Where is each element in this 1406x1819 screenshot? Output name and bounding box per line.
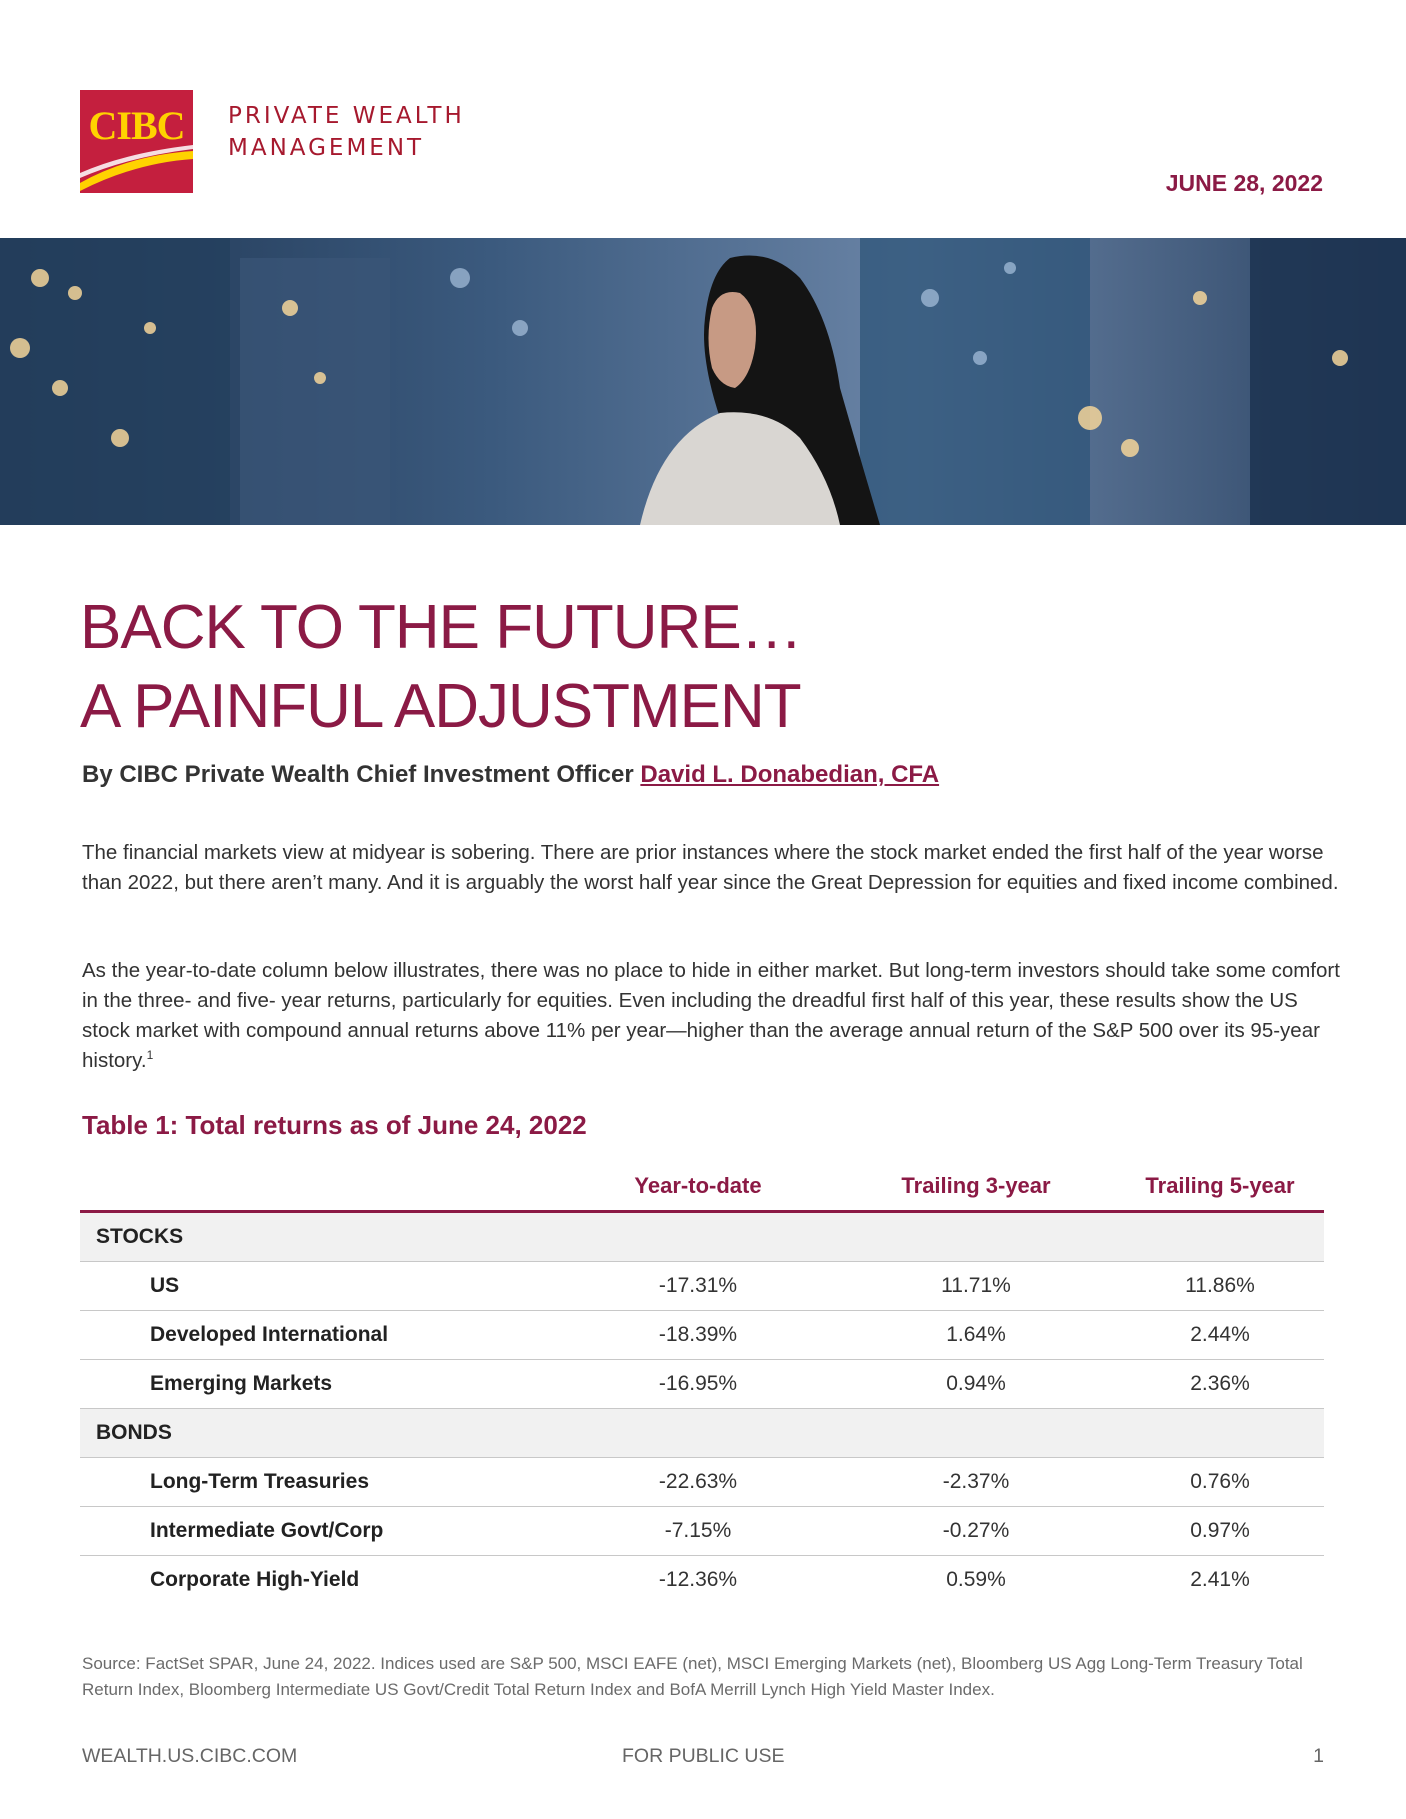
5yr-value: 2.36%	[1116, 1360, 1324, 1409]
article-title	[80, 588, 802, 746]
table-row	[80, 1507, 1324, 1556]
row-label: US	[80, 1262, 560, 1311]
3yr-value: -2.37%	[836, 1458, 1116, 1507]
footnote-marker: 1	[146, 1048, 154, 1063]
3yr-value: 0.59%	[946, 1568, 1006, 1591]
section-label: STOCKS	[80, 1212, 1324, 1262]
5yr-value: 0.76%	[1116, 1458, 1324, 1507]
table-header-row	[80, 1162, 1324, 1212]
hero-image	[0, 238, 1406, 525]
ytd-value: -16.95%	[560, 1360, 836, 1409]
paragraph-2	[82, 956, 1342, 1076]
cibc-logo	[80, 90, 193, 193]
byline	[82, 761, 939, 789]
returns-table	[80, 1162, 1324, 1604]
title-line-2: A PAINFUL ADJUSTMENT	[80, 672, 801, 741]
footer-classification: FOR PUBLIC USE	[622, 1745, 785, 1767]
5yr-value: 11.86%	[1116, 1262, 1324, 1311]
row-label: Long-Term Treasuries	[80, 1458, 560, 1507]
5yr-value: 2.41%	[1190, 1568, 1250, 1591]
publication-date: JUNE 28, 2022	[1165, 170, 1323, 196]
table-row	[80, 1311, 1324, 1360]
brand-name	[228, 100, 465, 164]
row-label: Developed International	[80, 1311, 560, 1360]
ytd-value: -22.63%	[560, 1458, 836, 1507]
section-row-bonds	[80, 1409, 1324, 1458]
paragraph-1: The financial markets view at midyear is sobering. There are prior instances where the stock market ended the first half of the year worse than 2022, but there aren’t many. And it is arguably the worst half year since the Great Depression for equities and fixed income combined.	[82, 841, 1339, 894]
table-row	[80, 1458, 1324, 1507]
header-cell-3yr: Trailing 3-year	[836, 1162, 1116, 1212]
footer-website[interactable]: WEALTH.US.CIBC.COM	[82, 1745, 298, 1767]
logo-text: CIBC	[88, 103, 185, 148]
3yr-value: 0.94%	[836, 1360, 1116, 1409]
brand-line-1: PRIVATE WEALTH	[228, 103, 465, 129]
header-cell-label	[80, 1162, 560, 1212]
5yr-value: 0.97%	[1116, 1507, 1324, 1556]
source-note: Source: FactSet SPAR, June 24, 2022. Indices used are S&P 500, MSCI EAFE (net), MSCI Emerging Markets (net), Bloomberg US Agg Long-Term Treasury Total Return Index, Bloomberg Intermediate US Govt/Credit Total Return Index and BofA Merrill Lynch High Yield Master Index.	[82, 1654, 1303, 1699]
header-cell-ytd: Year-to-date	[560, 1162, 836, 1212]
ytd-value: -7.15%	[560, 1507, 836, 1556]
paragraph-2-text: As the year-to-date column below illustrates, there was no place to hide in either market. But long-term investors should take some comfort in the three- and five- year returns, particularly for equities. Even including the dreadful first half of this year, these results show the US stock market with compound annual returns above 11% per year—higher than the average annual return of the S&P 500 over its 95-year history.	[82, 959, 1340, 1072]
logo-swoosh-icon	[80, 145, 193, 193]
table-title: Table 1: Total returns as of June 24, 2022	[82, 1110, 587, 1140]
ytd-value: -18.39%	[560, 1311, 836, 1360]
row-label: Corporate High-Yield	[150, 1568, 360, 1591]
page-number: 1	[1313, 1745, 1324, 1767]
author-link[interactable]: David L. Donabedian, CFA	[640, 761, 940, 788]
title-line-1: BACK TO THE FUTURE…	[80, 593, 802, 662]
row-label: Intermediate Govt/Corp	[80, 1507, 560, 1556]
section-row-stocks	[80, 1212, 1324, 1262]
3yr-value: 1.64%	[836, 1311, 1116, 1360]
3yr-value: 11.71%	[836, 1262, 1116, 1311]
3yr-value: -0.27%	[836, 1507, 1116, 1556]
ytd-value: -17.31%	[560, 1262, 836, 1311]
row-label: Emerging Markets	[80, 1360, 560, 1409]
ytd-value: -12.36%	[658, 1568, 738, 1591]
table-row	[80, 1360, 1324, 1409]
table-row	[80, 1262, 1324, 1311]
brand-line-2: MANAGEMENT	[228, 135, 425, 161]
5yr-value: 2.44%	[1116, 1311, 1324, 1360]
byline-prefix: By CIBC Private Wealth Chief Investment Officer	[82, 761, 641, 788]
table-row	[80, 1556, 1324, 1605]
section-label: BONDS	[80, 1409, 1324, 1458]
header-cell-5yr: Trailing 5-year	[1116, 1162, 1324, 1212]
